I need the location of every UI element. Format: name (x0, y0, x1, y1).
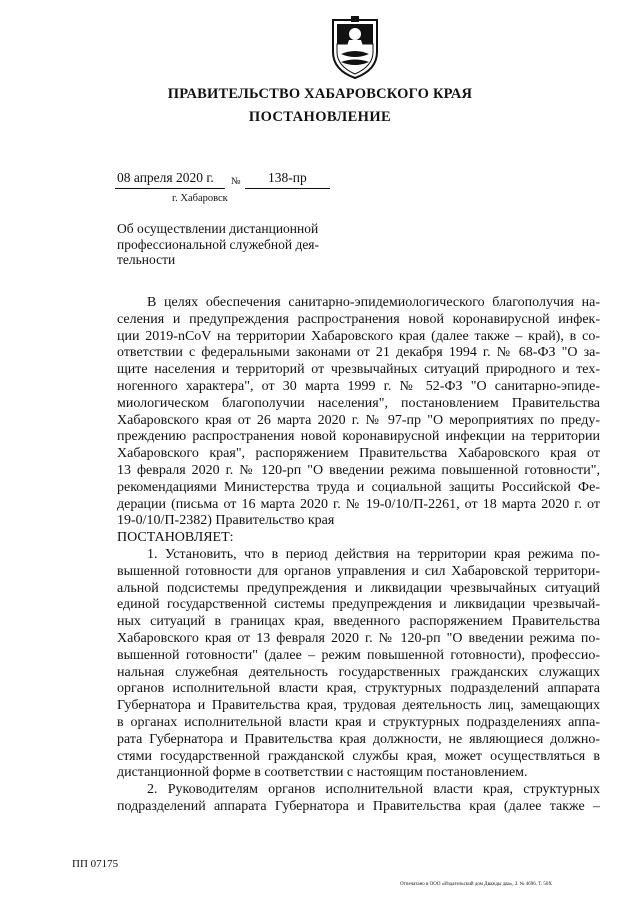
subject-line: Об осуществлении дистанционной (117, 221, 319, 236)
body-line: ных ситуаций в границах края, введенного распоряжением Правительства (117, 614, 600, 630)
body-line: В целях обеспечения санитарно-эпидемиологического благополучия на- (147, 295, 600, 310)
document-number: 138-пр (268, 170, 307, 185)
body-line: вышенной готовности" (далее – режим повышенной готовности), профессио- (117, 647, 600, 663)
body-line: селения и предупреждения распространения новой коронавирусной инфек- (117, 311, 600, 327)
document-city: г. Хабаровск (172, 193, 228, 204)
body-line: ногенного характера", от 30 марта 1999 г. № 52-ФЗ "О санитарно-эпиде- (117, 378, 600, 394)
body-line: единой государственной системы предупреждения и ликвидации чрезвычай- (117, 597, 600, 613)
body-line: щите населения и территорий от чрезвычайных ситуаций природного и тех- (117, 362, 600, 378)
coat-of-arms-icon (329, 14, 381, 80)
body-line: Хабаровского края от 26 марта 2020 г. № 97-пр "О мероприятиях по преду- (117, 412, 600, 428)
document-subject (117, 221, 342, 268)
document-date: 08 апреля 2020 г. (117, 170, 214, 185)
body-line: стями государственной гражданской службы края, может осуществляться в (117, 748, 600, 764)
body-line: Хабаровского края", распоряжением Правительства Хабаровского края от (117, 446, 600, 462)
body-line: ответствии с федеральными законами от 21 декабря 1994 г. № 68-ФЗ "О за- (117, 345, 600, 361)
body-line: в органах исполнительной власти края и структурных подразделениях аппа- (117, 714, 600, 730)
footer-code: ПП 07175 (72, 858, 119, 870)
printer-note: Отпечатано в ООО «Издательский дом Дважды два», З. № 4696. Т. 50Х (400, 882, 552, 887)
number-underline (245, 188, 330, 189)
government-title: ПРАВИТЕЛЬСТВО ХАБАРОВСКОГО КРАЯ (167, 86, 473, 102)
body-line: преждению распространения новой коронавирусной инфекции на территории (117, 429, 600, 445)
body-line: Губернатора и Правительства края, трудовая деятельность лиц, замещающих (117, 698, 600, 714)
body-line: 13 февраля 2020 г. № 120-рп "О введении режима повышенной готовности", (117, 462, 600, 478)
body-line: нальная служебная деятельность государственных гражданских служащих (117, 664, 600, 680)
body-line: 19-0/10/П-2382) Правительство края (117, 513, 335, 529)
body-line: 2. Руководителям органов исполнительной власти края, структурных (147, 782, 600, 798)
body-line: альной подсистемы предупреждения и ликвидации чрезвычайных ситуаций (117, 580, 600, 596)
number-sign: № (231, 176, 241, 187)
body-line: рекомендациями Министерства труда и социальной защиты Российской Фе- (117, 479, 600, 495)
body-line: миологическом благополучии населения", постановлением Правительства (117, 395, 600, 411)
subject-line: профессиональной служебной дея- (117, 236, 320, 252)
body-line: дерации (письма от 16 марта 2020 г. № 19-0/10/П-2261, от 18 марта 2020 г. от (117, 496, 600, 512)
body-line: рата Губернатора и Правительства края должности, не являющиеся должно- (117, 731, 600, 747)
document-type: ПОСТАНОВЛЕНИЕ (248, 109, 392, 125)
subject-line: тельности (117, 252, 176, 267)
body-line: органов исполнительной власти края, структурных подразделений аппарата (117, 681, 600, 697)
body-line: подразделений аппарата Губернатора и Правительства края (далее также – (117, 798, 600, 814)
document-body (117, 295, 600, 816)
body-line: дистанционной форме в соответствии с настоящим постановлением. (117, 765, 528, 781)
body-line: вышенной готовности для органов управления и сил Хабаровской территори- (117, 563, 600, 579)
date-underline (115, 188, 225, 189)
body-line: 1. Установить, что в период действия на территории края режима по- (147, 546, 600, 562)
body-line: Хабаровского края от 13 февраля 2020 г. № 120-рп "О введении режима по- (117, 630, 600, 646)
body-line: ПОСТАНОВЛЯЕТ: (117, 530, 234, 546)
body-line: ции 2019-nCoV на территории Хабаровского края (далее также – край), в со- (117, 328, 600, 344)
